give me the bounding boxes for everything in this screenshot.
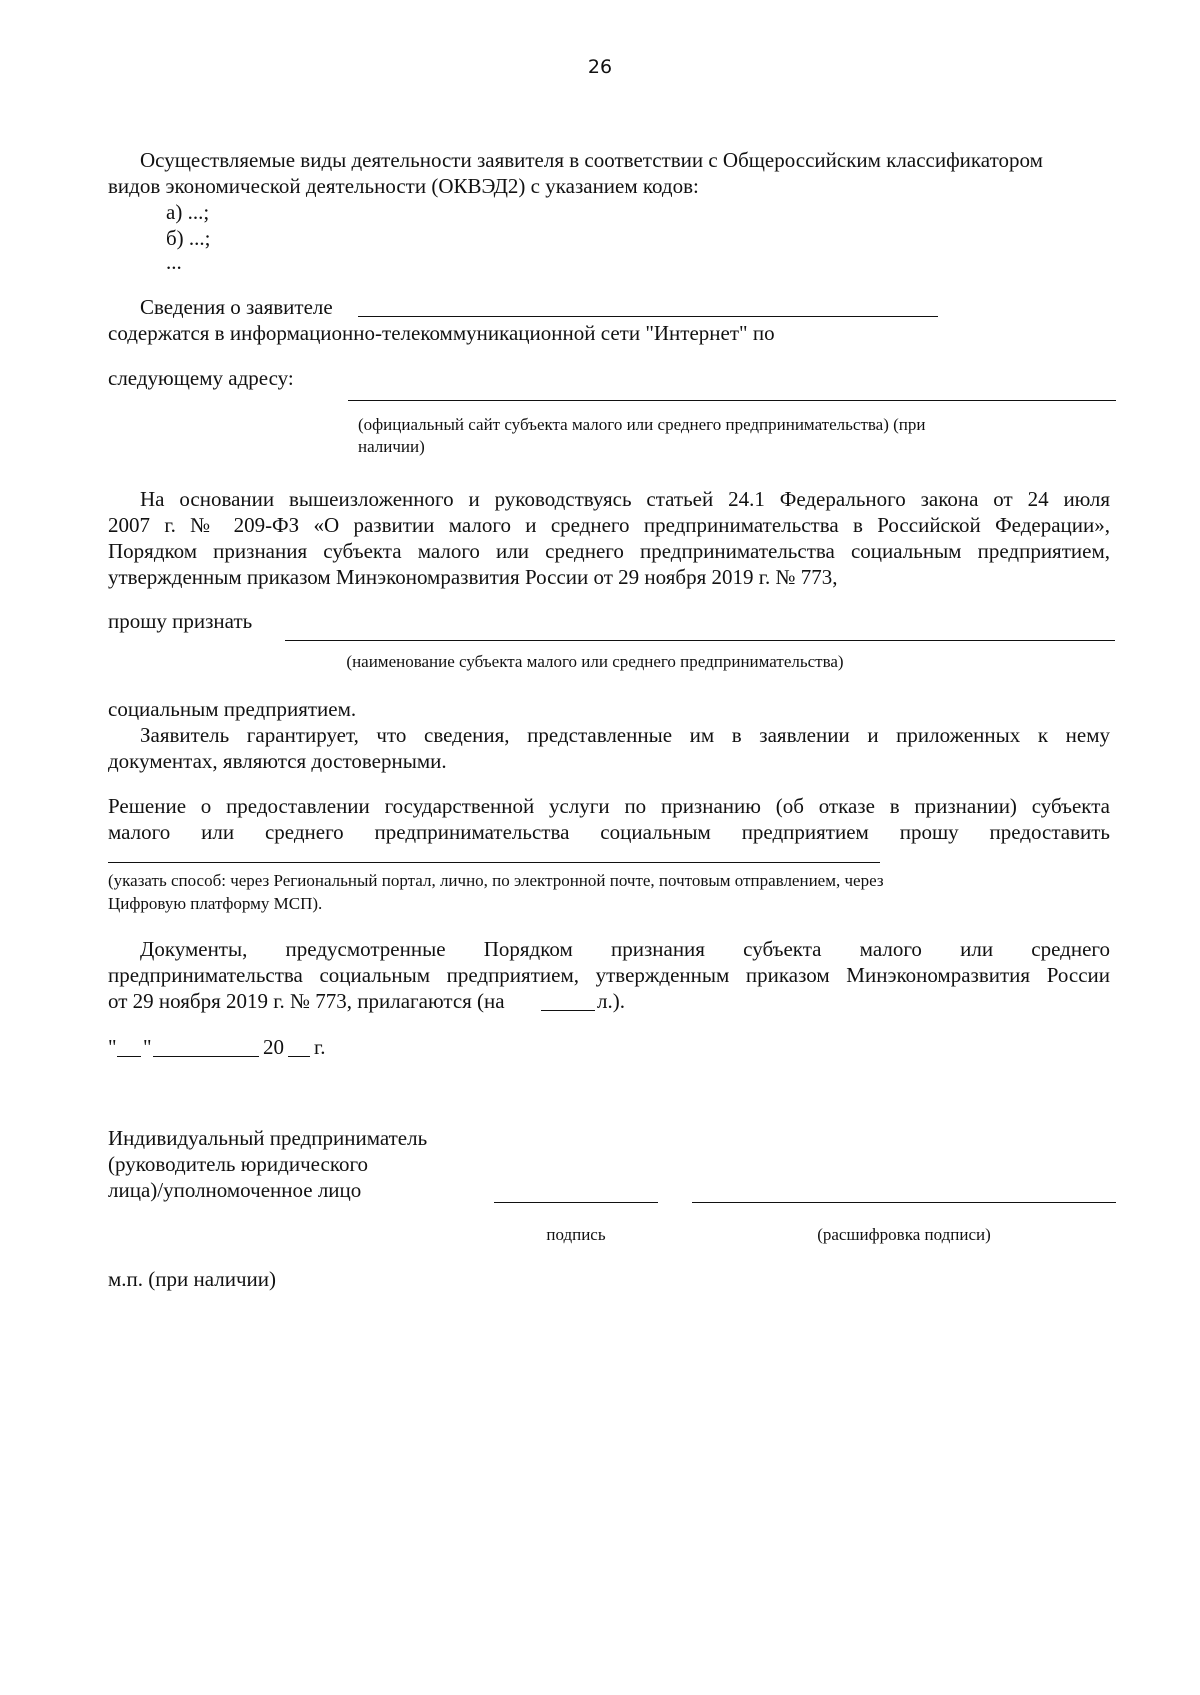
date-month-blank bbox=[153, 1056, 259, 1057]
request-caption: (наименование субъекта малого или среднего предпринимательства) bbox=[346, 652, 844, 671]
date-year-suffix: г. bbox=[314, 1035, 326, 1059]
address-blank-line bbox=[348, 400, 1116, 401]
info-label: Сведения о заявителе bbox=[140, 295, 333, 319]
signature-blank-line bbox=[494, 1202, 658, 1203]
basis-line-2: 2007 г. № 209-ФЗ «О развитии малого и среднего предпринимательства в Российской Федерации», bbox=[108, 513, 1110, 537]
request-label: прошу признать bbox=[108, 609, 253, 633]
request-after: социальным предприятием. bbox=[108, 697, 357, 721]
decision-line-1: Решение о предоставлении государственной услуги по признанию (об отказе в признании) субъекта bbox=[108, 794, 1110, 818]
basis-line-3: Порядком признания субъекта малого или среднего предпринимательства социальным предприятием, bbox=[108, 539, 1110, 563]
decision-blank-line bbox=[108, 862, 880, 863]
documents-pages-blank bbox=[541, 1010, 595, 1011]
signatory-line-2: (руководитель юридического bbox=[108, 1152, 369, 1176]
signature-caption: подпись bbox=[546, 1225, 606, 1244]
date-day-blank bbox=[117, 1056, 141, 1057]
decision-caption-line-2: Цифровую платформу МСП). bbox=[108, 894, 323, 913]
okved-line-1: Осуществляемые виды деятельности заявителя в соответствии с Общероссийским классификатором bbox=[140, 148, 1043, 172]
date-year-blank bbox=[288, 1056, 310, 1057]
documents-line-1: Документы, предусмотренные Порядком признания субъекта малого или среднего bbox=[140, 937, 1110, 961]
signatory-line-1: Индивидуальный предприниматель bbox=[108, 1126, 428, 1150]
date-quote-close: " bbox=[143, 1035, 152, 1059]
okved-item-more: ... bbox=[166, 250, 182, 274]
info-line-3: следующему адресу: bbox=[108, 366, 294, 390]
request-blank-line bbox=[285, 640, 1115, 641]
basis-line-4: утвержденным приказом Минэкономразвития России от 29 ноября 2019 г. № 773, bbox=[108, 565, 838, 589]
okved-line-2: видов экономической деятельности (ОКВЭД2) с указанием кодов: bbox=[108, 174, 699, 198]
address-caption-line-1: (официальный сайт субъекта малого или среднего предпринимательства) (при bbox=[358, 415, 926, 434]
guarantee-line-2: документах, являются достоверными. bbox=[108, 749, 447, 773]
okved-item-a: а) ...; bbox=[166, 200, 210, 224]
basis-line-1: На основании вышеизложенного и руководствуясь статьей 24.1 Федерального закона от 24 июля bbox=[140, 487, 1110, 511]
documents-line-2: предпринимательства социальным предприятием, утвержденным приказом Минэкономразвития России bbox=[108, 963, 1110, 987]
okved-item-b: б) ...; bbox=[166, 226, 211, 250]
decision-line-2: малого или среднего предпринимательства социальным предприятием прошу предоставить bbox=[108, 820, 1110, 844]
date-year-prefix: 20 bbox=[263, 1035, 284, 1059]
date-quote-open: " bbox=[108, 1035, 117, 1059]
documents-line-3-end: л.). bbox=[597, 989, 625, 1013]
address-caption-line-2: наличии) bbox=[358, 437, 425, 456]
info-blank-line bbox=[358, 316, 938, 317]
decryption-caption: (расшифровка подписи) bbox=[817, 1225, 991, 1244]
signatory-line-3: лица)/уполномоченное лицо bbox=[108, 1178, 362, 1202]
decryption-blank-line bbox=[692, 1202, 1116, 1203]
decision-caption-line-1: (указать способ: через Региональный портал, лично, по электронной почте, почтовым отправлением, через bbox=[108, 871, 884, 890]
documents-line-3-start: от 29 ноября 2019 г. № 773, прилагаются (на bbox=[108, 989, 505, 1013]
guarantee-line-1: Заявитель гарантирует, что сведения, представленные им в заявлении и приложенных к нему bbox=[140, 723, 1110, 747]
info-line-2: содержатся в информационно-телекоммуникационной сети "Интернет" по bbox=[108, 321, 775, 345]
page-number: 26 bbox=[587, 56, 613, 78]
stamp-note: м.п. (при наличии) bbox=[108, 1267, 276, 1291]
